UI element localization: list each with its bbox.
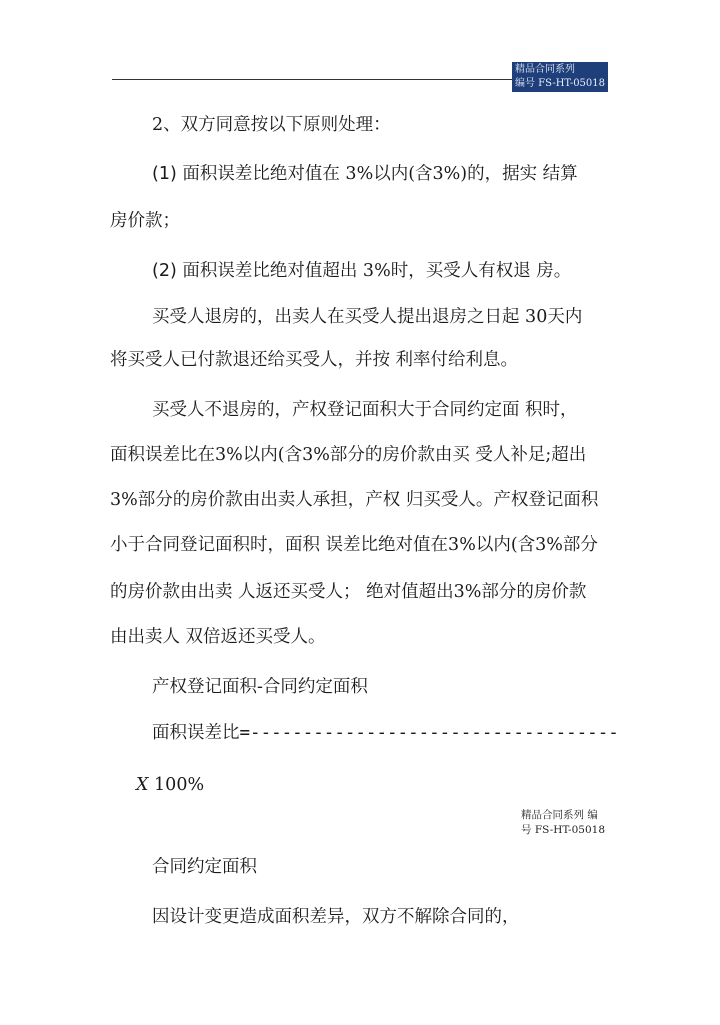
- formula-numerator: 产权登记面积-合同约定面积: [152, 677, 368, 697]
- keep-line2: 面积误差比在3%以内(含3%部分的房价款由买 受人补足;超出: [110, 445, 587, 465]
- header-series: 精品合同系列: [515, 64, 575, 75]
- refund-line2: 将买受人已付款退还给买受人，并按 利率付给利息。: [110, 350, 519, 370]
- header-badge: [512, 62, 608, 92]
- rule1-number: (1): [152, 164, 177, 184]
- keep-line4: 小于合同登记面积时，面积 误差比绝对值在3%以内(含3%部分: [110, 535, 598, 555]
- item2-title: 2、双方同意按以下原则处理：: [152, 115, 391, 135]
- page-footnote: [521, 808, 605, 838]
- rule1-text: 面积误差比绝对值在 3%以内(含3%)的，据实 结算: [182, 164, 578, 184]
- header-code: 编号 FS-HT-05018: [515, 78, 606, 89]
- design-change-line: 因设计变更造成面积差异，双方不解除合同的，: [152, 907, 520, 927]
- header-rule: [112, 79, 512, 80]
- formula-label: 面积误差比=-----------------------------------: [152, 723, 619, 743]
- rule2-text: 面积误差比绝对值超出 3%时，买受人有权退 房。: [182, 261, 572, 281]
- keep-line1: 买受人不退房的，产权登记面积大于合同约定面 积时，: [152, 400, 578, 420]
- rule2-number: (2): [152, 261, 177, 281]
- keep-line3: 3%部分的房价款由出卖人承担，产权 归买受人。产权登记面积: [110, 490, 599, 510]
- formula-denominator: 合同约定面积: [152, 857, 257, 877]
- keep-line6: 由出卖人 双倍返还买受人。: [110, 627, 326, 647]
- footnote-line2: 号 FS-HT-05018: [521, 824, 606, 836]
- footnote-line1: 精品合同系列 编: [521, 809, 598, 821]
- rule1-line2: 房价款；: [110, 211, 180, 231]
- formula-percent: 100%: [154, 775, 205, 795]
- rule2-line: [152, 254, 657, 288]
- formula-x: X: [136, 775, 149, 795]
- keep-line5: 的房价款由出卖 人返还买受人； 绝对值超出3%部分的房价款: [110, 582, 587, 602]
- rule1-line1: [152, 157, 657, 191]
- refund-line1: 买受人退房的，出卖人在买受人提出退房之日起 30天内: [152, 307, 583, 327]
- formula-multiplier: [136, 768, 204, 802]
